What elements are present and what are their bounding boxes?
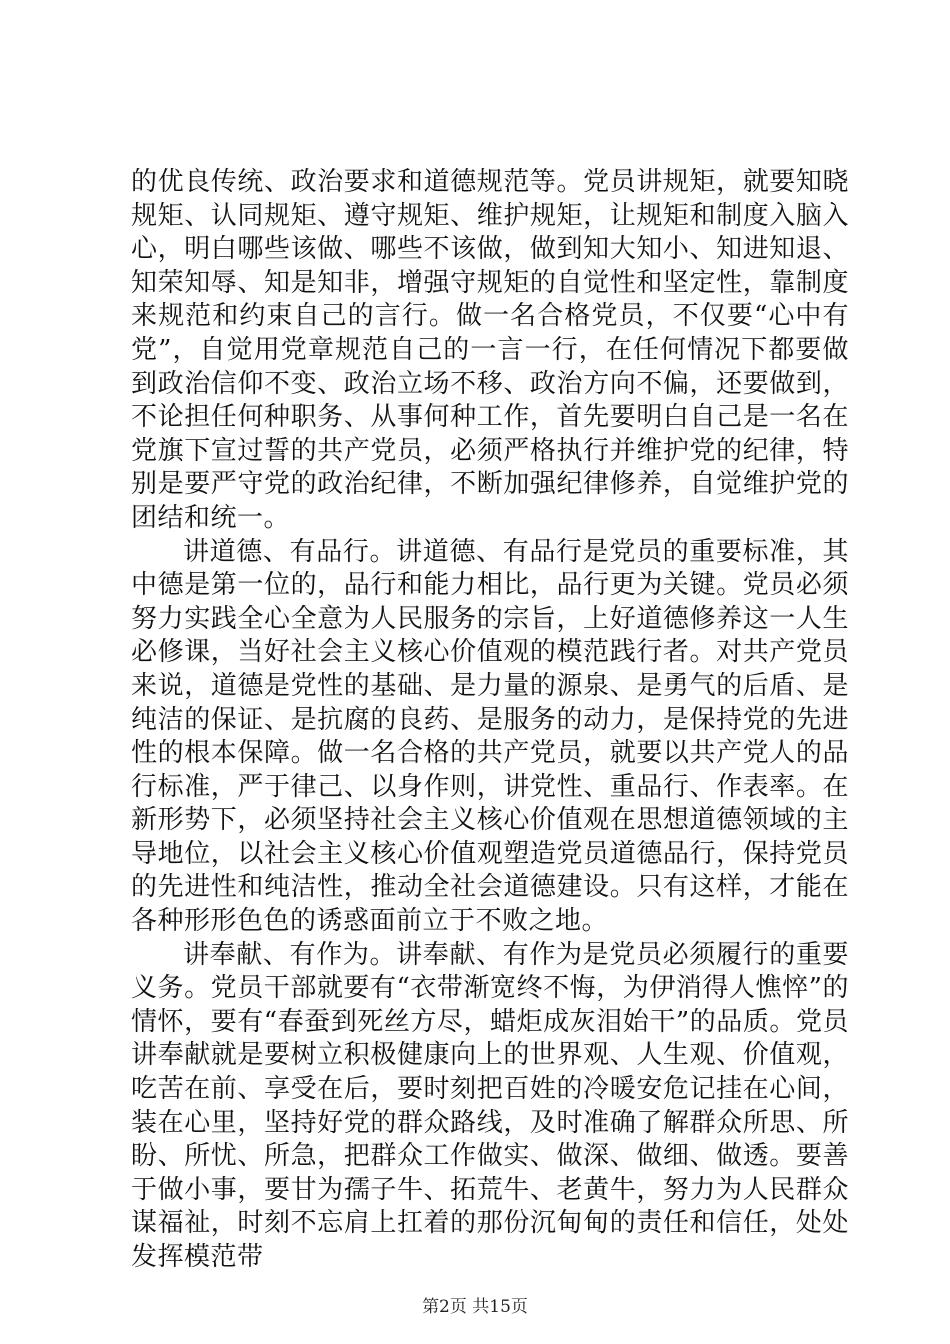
paragraph-continuation: 的优良传统、政治要求和道德规范等。党员讲规矩，就要知晓规矩、认同规矩、遵守规矩、维护规矩，让规矩和制度入脑入心，明白哪些该做、哪些不该做，做到知大知小、知进知退、知荣知辱、知是知非，增强守规矩的自觉性和坚定性，靠制度来规范和约束自己的言行。做一名合格党员，不仅要“心中有党”，自觉用党章规范自己的一言一行，在任何情况下都要做到政治信仰不变、政治立场不移、政治方向不偏，还要做到，不论担任何种职务、从事何种工作，首先要明白自己是一名在党旗下宣过誓的共产党员，必须严格执行并维护党的纪律，特别是要严守党的政治纪律，不断加强纪律修养，自觉维护党的团结和统一。 — [131, 167, 849, 533]
document-body — [131, 166, 849, 1275]
paragraph-dedication: 讲奉献、有作为。讲奉献、有作为是党员必须履行的重要义务。党员干部就要有“衣带渐宽终不悔，为伊消得人憔悴”的情怀，要有“春蚕到死丝方尽，蜡炬成灰泪始干”的品质。党员讲奉献就是要树立积极健康向上的世界观、人生观、价值观，吃苦在前、享受在后，要时刻把百姓的冷暖安危记挂在心间，装在心里，坚持好党的群众路线，及时准确了解群众所思、所盼、所忧、所急，把群众工作做实、做深、做细、做透。要善于做小事，要甘为孺子牛、拓荒牛、老黄牛，努力为人民群众谋福祉，时刻不忘肩上扛着的那份沉甸甸的责任和信任，处处发挥模范带 — [131, 939, 849, 1272]
paragraph-morality: 讲道德、有品行。讲道德、有品行是党员的重要标准，其中德是第一位的，品行和能力相比，品行更为关键。党员必须努力实践全心全意为人民服务的宗旨，上好道德修养这一人生必修课，当好社会主义核心价值观的模范践行者。对共产党员来说，道德是党性的基础、是力量的源泉、是勇气的后盾、是纯洁的保证、是抗腐的良药、是服务的动力，是保持党的先进性的根本保障。做一名合格的共产党员，就要以共产党人的品行标准，严于律己、以身作则，讲党性、重品行、作表率。在新形势下，必须坚持社会主义核心价值观在思想道德领域的主导地位，以社会主义核心价值观塑造党员道德品行，保持党员的先进性和纯洁性，推动全社会道德建设。只有这样，才能在各种形形色色的诱惑面前立于不败之地。 — [131, 536, 849, 937]
page-number-footer: 第2页 共15页 — [422, 1297, 528, 1317]
